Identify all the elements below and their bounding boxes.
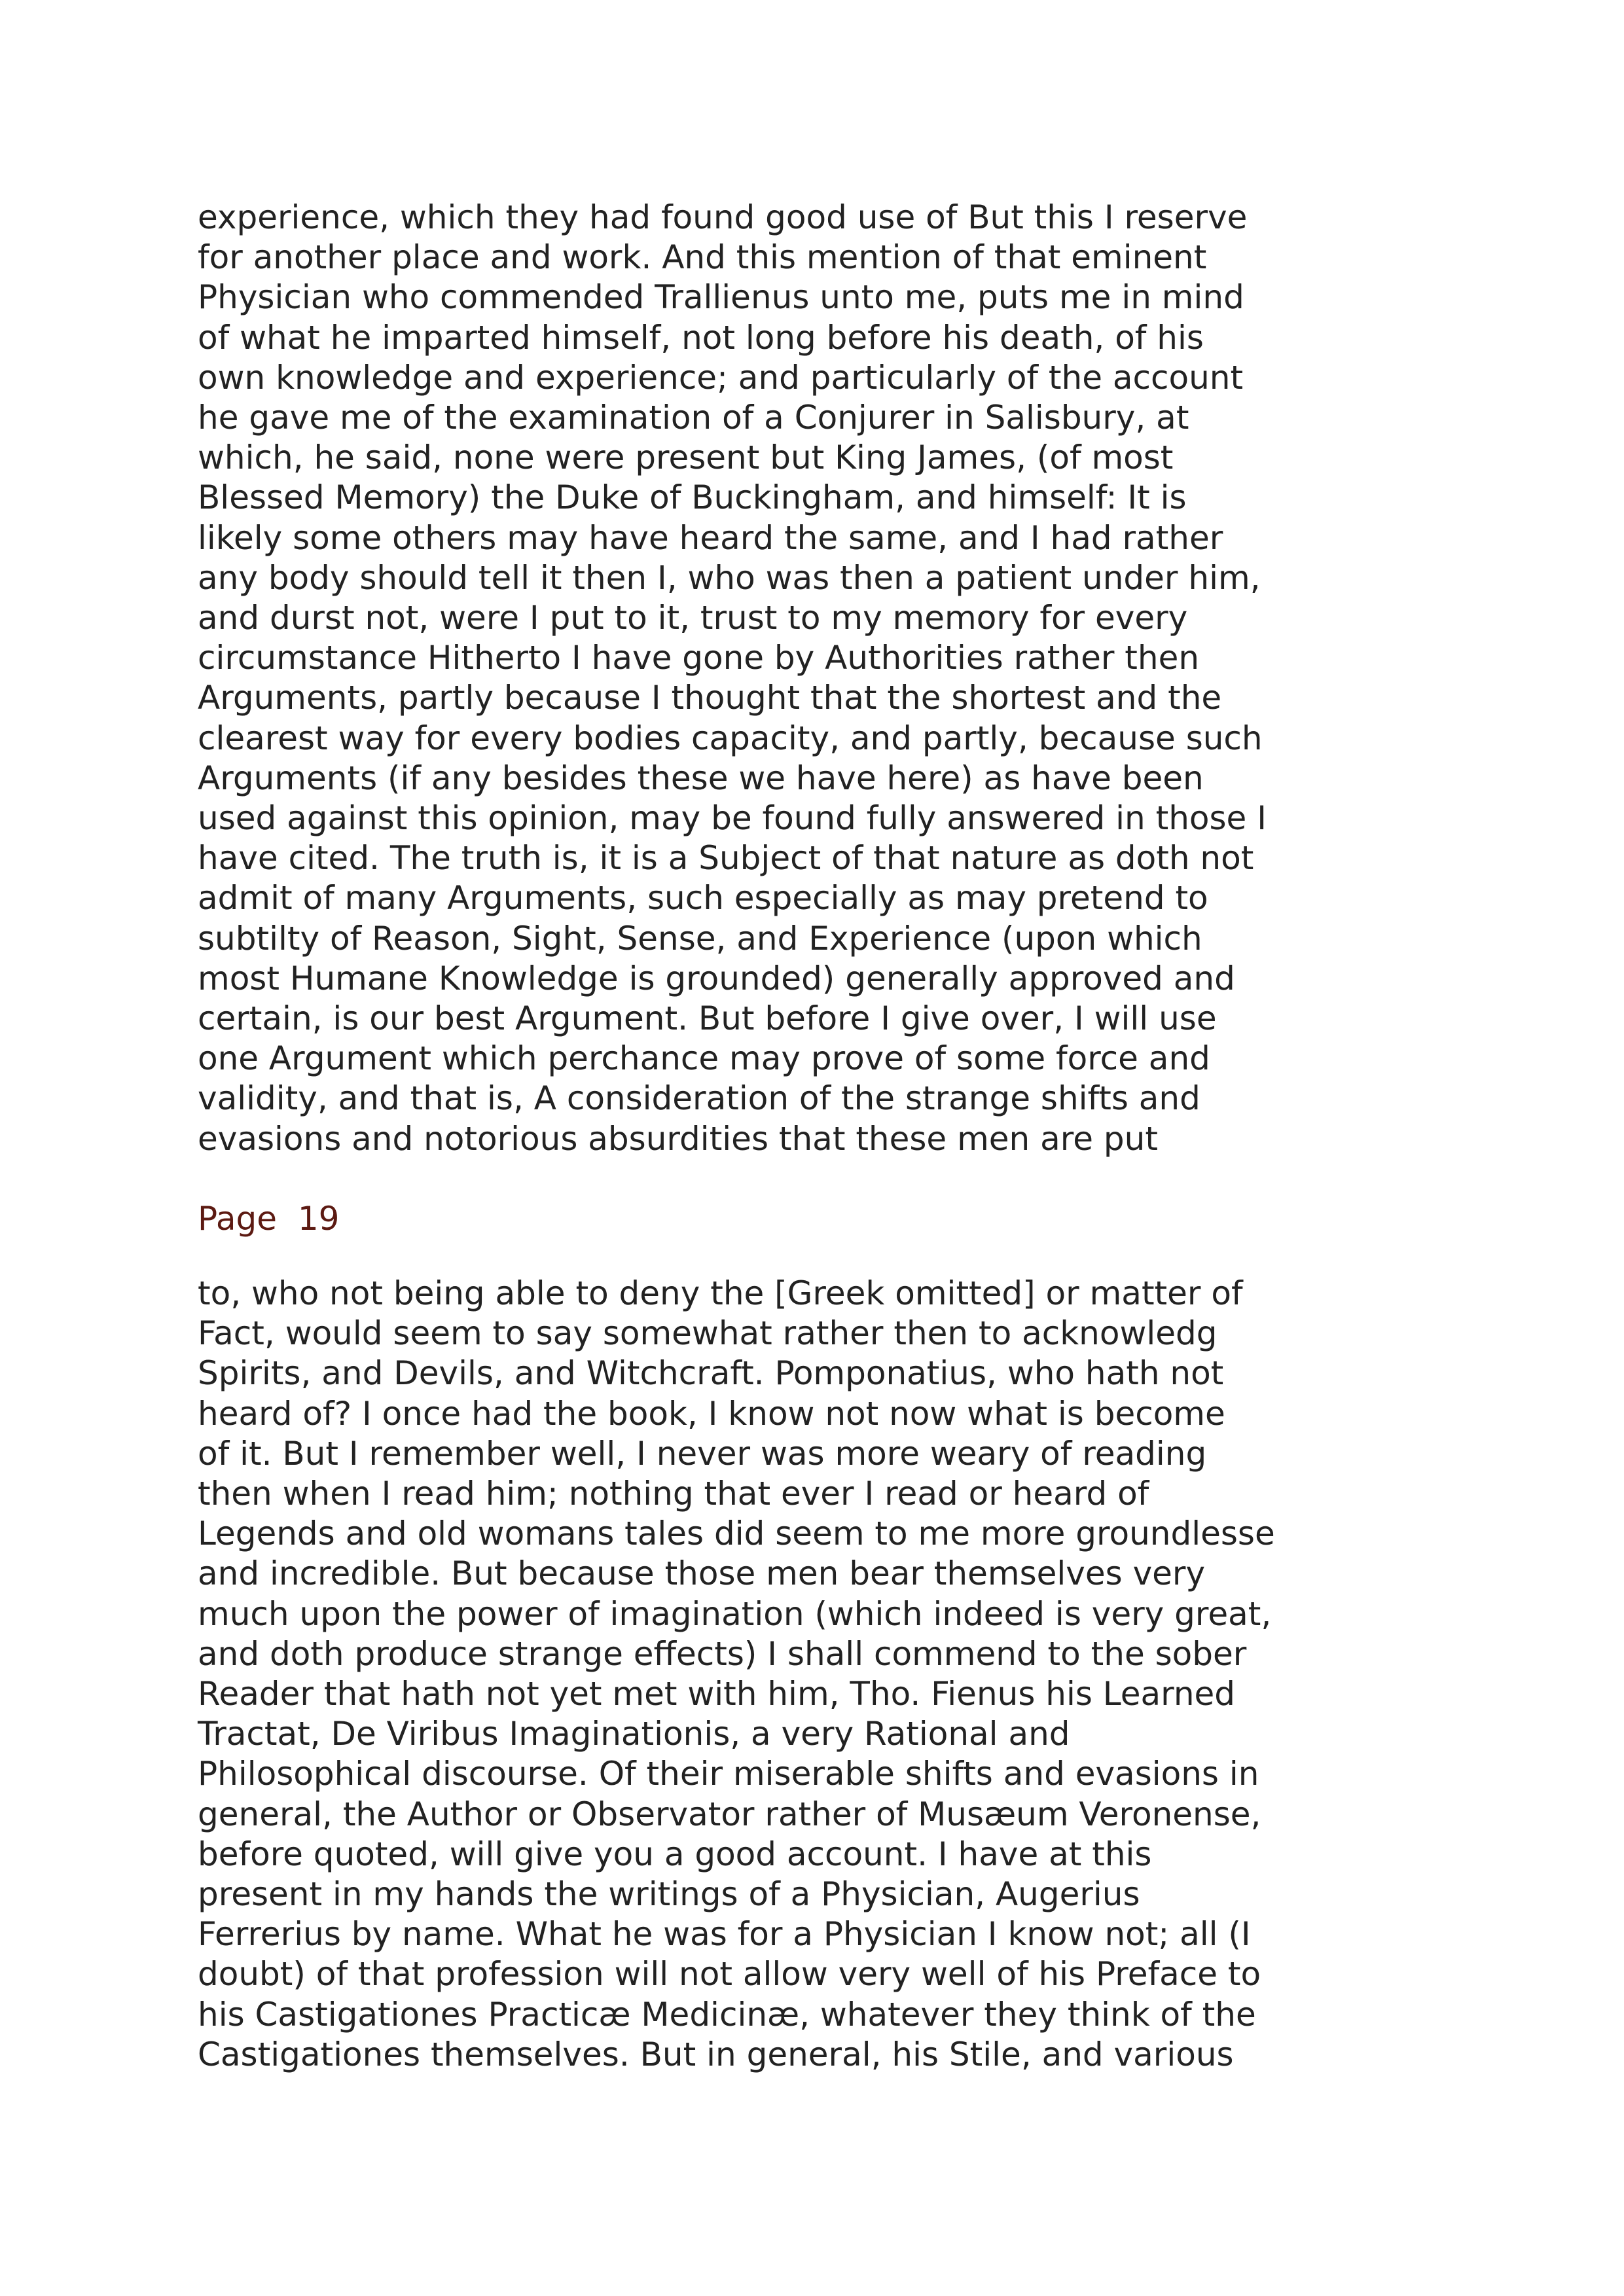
text-line: one Argument which perchance may prove of some force and	[198, 1039, 1210, 1078]
text-line: doubt) of that profession will not allow very well of his Preface to	[198, 1955, 1261, 1994]
text-line: much upon the power of imagination (which indeed is very great,	[198, 1594, 1272, 1633]
text-line: general, the Author or Observator rather of Musæum Veronense,	[198, 1795, 1261, 1833]
text-block-before-page-marker	[198, 198, 1324, 1159]
text-line: of it. But I remember well, I never was more weary of reading	[198, 1434, 1207, 1473]
text-line: and doth produce strange effects) I shall commend to the sober	[198, 1634, 1247, 1673]
text-line: certain, is our best Argument. But before I give over, I will use	[198, 999, 1217, 1038]
text-line: and incredible. But because those men bear themselves very	[198, 1554, 1206, 1593]
text-line: have cited. The truth is, it is a Subject of that nature as doth not	[198, 839, 1254, 878]
text-block-after-page-marker	[198, 1274, 1324, 2075]
text-line: and durst not, were I put to it, trust to my memory for every	[198, 599, 1188, 637]
text-line: validity, and that is, A consideration of the strange shifts and	[198, 1079, 1200, 1118]
page-marker-number: 19	[297, 1200, 340, 1238]
text-line: Blessed Memory) the Duke of Buckingham, and himself: It is	[198, 478, 1187, 517]
text-line: Ferrerius by name. What he was for a Physician I know not; all (I	[198, 1915, 1251, 1954]
text-line: Castigationes themselves. But in general, his Stile, and various	[198, 2035, 1234, 2073]
text-line: own knowledge and experience; and particularly of the account	[198, 358, 1244, 397]
text-line: Philosophical discourse. Of their miserable shifts and evasions in	[198, 1755, 1259, 1793]
text-line: Fact, would seem to say somewhat rather then to acknowledg	[198, 1314, 1218, 1353]
text-line: which, he said, none were present but King James, (of most	[198, 439, 1174, 477]
text-line: he gave me of the examination of a Conjurer in Salisbury, at	[198, 399, 1189, 437]
text-line: then when I read him; nothing that ever I read or heard of	[198, 1475, 1149, 1513]
text-line: heard of? I once had the book, I know not now what is become	[198, 1394, 1225, 1433]
text-line: Arguments, partly because I thought that the shortest and the	[198, 679, 1222, 717]
page-marker-label: Page	[198, 1200, 278, 1238]
text-line: for another place and work. And this mention of that eminent	[198, 238, 1207, 277]
text-line: most Humane Knowledge is grounded) generally approved and	[198, 959, 1235, 997]
text-line: circumstance Hitherto I have gone by Authorities rather then	[198, 639, 1200, 677]
text-line: experience, which they had found good use of But this I reserve	[198, 198, 1248, 236]
text-line: of what he imparted himself, not long before his death, of his	[198, 318, 1204, 357]
text-line: Tractat, De Viribus Imaginationis, a very Rational and	[198, 1715, 1070, 1753]
text-line: present in my hands the writings of a Physician, Augerius	[198, 1875, 1140, 1914]
text-line: subtilty of Reason, Sight, Sense, and Experience (upon which	[198, 919, 1202, 958]
text-line: Physician who commended Trallienus unto me, puts me in mind	[198, 278, 1244, 317]
text-line: before quoted, will give you a good account. I have at this	[198, 1835, 1152, 1873]
text-line: admit of many Arguments, such especially as may pretend to	[198, 879, 1208, 918]
text-line: Spirits, and Devils, and Witchcraft. Pomponatius, who hath not	[198, 1354, 1224, 1393]
text-line: Arguments (if any besides these we have here) as have been	[198, 759, 1204, 797]
text-line: used against this opinion, may be found fully answered in those I	[198, 799, 1267, 838]
text-line: his Castigationes Practicæ Medicinæ, whatever they think of the	[198, 1995, 1256, 2034]
text-line: to, who not being able to deny the [Greek omitted] or matter of	[198, 1274, 1243, 1312]
text-line: any body should tell it then I, who was then a patient under him,	[198, 558, 1261, 597]
text-line: Reader that hath not yet met with him, Tho. Fienus his Learned	[198, 1675, 1236, 1713]
text-line: Legends and old womans tales did seem to me more groundlesse	[198, 1515, 1275, 1553]
text-line: clearest way for every bodies capacity, and partly, because such	[198, 719, 1263, 757]
text-line: likely some others may have heard the same, and I had rather	[198, 518, 1223, 557]
text-line: evasions and notorious absurdities that these men are put	[198, 1119, 1158, 1158]
page-marker	[198, 1199, 339, 1239]
